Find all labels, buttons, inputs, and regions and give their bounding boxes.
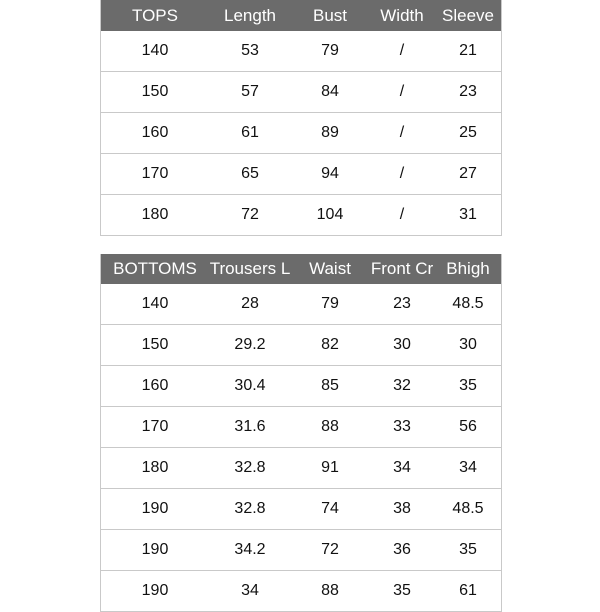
table-cell: 91 (321, 459, 339, 476)
table-cell: 160 (141, 124, 169, 141)
table-cell: 160 (141, 377, 169, 394)
table-cell: 25 (459, 124, 477, 141)
table-cell: 32.8 (234, 500, 266, 517)
tops-header-sleeve: Sleeve (442, 5, 494, 25)
table-cell: 84 (321, 83, 339, 100)
table-cell: 180 (141, 459, 169, 476)
table-cell: 57 (241, 83, 259, 100)
table-row (101, 407, 501, 448)
table-cell: 31 (459, 206, 477, 223)
table-cell: 79 (321, 42, 339, 59)
table-cell: 72 (241, 206, 259, 223)
table-cell: 53 (241, 42, 259, 59)
table-cell: 85 (321, 377, 339, 394)
table-row (101, 366, 501, 407)
table-cell: 30.4 (234, 377, 266, 394)
tops-header-row (101, 0, 501, 31)
table-row (101, 72, 501, 113)
table-cell: 150 (141, 336, 169, 353)
table-cell: 94 (321, 165, 339, 182)
table-cell: 23 (393, 295, 411, 312)
table-cell: 104 (316, 206, 344, 223)
table-cell: / (399, 165, 405, 182)
bottoms-header-waist: Waist (309, 259, 351, 278)
table-cell: 150 (141, 83, 169, 100)
table-cell: 35 (459, 377, 477, 394)
table-cell: 61 (241, 124, 259, 141)
table-cell: 30 (459, 336, 477, 353)
table-cell: / (399, 124, 405, 141)
tops-header-length: Length (224, 5, 276, 25)
table-cell: 79 (321, 295, 339, 312)
table-cell: 190 (141, 582, 169, 599)
table-cell: 89 (321, 124, 339, 141)
table-cell: 48.5 (452, 295, 484, 312)
table-cell: 74 (321, 500, 339, 517)
table-row (101, 571, 501, 612)
table-cell: / (399, 83, 405, 100)
table-cell: 32 (393, 377, 411, 394)
table-cell: 35 (459, 541, 477, 558)
table-cell: 82 (321, 336, 339, 353)
table-cell: 190 (141, 500, 169, 517)
table-row (101, 154, 501, 195)
table-cell: 33 (393, 418, 411, 435)
table-cell: 36 (393, 541, 411, 558)
tops-size-table (100, 0, 502, 236)
table-cell: 34 (241, 582, 259, 599)
table-row (101, 195, 501, 236)
table-cell: 34 (459, 459, 477, 476)
tops-header-size: TOPS (132, 5, 178, 25)
bottoms-header-size: BOTTOMS (113, 259, 197, 278)
bottoms-header-front-crotch: Front Cr (370, 259, 434, 278)
table-cell: 38 (393, 500, 411, 517)
table-cell: 140 (141, 295, 169, 312)
table-cell: 65 (241, 165, 259, 182)
table-cell: 180 (141, 206, 169, 223)
table-cell: / (399, 42, 405, 59)
tops-header-width: Width (380, 5, 424, 25)
table-cell: 88 (321, 582, 339, 599)
table-cell: 140 (141, 42, 169, 59)
bottoms-header-row (101, 254, 501, 284)
table-row (101, 284, 501, 325)
table-cell: 32.8 (234, 459, 266, 476)
table-cell: 34.2 (234, 541, 266, 558)
table-row (101, 530, 501, 571)
table-cell: 28 (241, 295, 259, 312)
bottoms-header-trousers-length: Trousers L (209, 259, 291, 278)
table-row (101, 448, 501, 489)
table-cell: 56 (459, 418, 477, 435)
table-cell: 190 (141, 541, 169, 558)
table-cell: 35 (393, 582, 411, 599)
bottoms-size-table (100, 254, 502, 612)
table-cell: 48.5 (452, 500, 484, 517)
tops-header-bust: Bust (312, 5, 348, 25)
table-cell: 170 (141, 418, 169, 435)
table-cell: 30 (393, 336, 411, 353)
table-row (101, 325, 501, 366)
table-cell: 88 (321, 418, 339, 435)
table-cell: 72 (321, 541, 339, 558)
table-row (101, 113, 501, 154)
table-cell: 21 (459, 42, 477, 59)
table-cell: 31.6 (234, 418, 266, 435)
table-cell: 27 (459, 165, 477, 182)
table-cell: 61 (459, 582, 477, 599)
table-row (101, 31, 501, 72)
table-cell: 170 (141, 165, 169, 182)
bottoms-header-thigh: Bhigh (446, 259, 490, 278)
table-row (101, 489, 501, 530)
table-cell: 23 (459, 83, 477, 100)
table-cell: 34 (393, 459, 411, 476)
table-cell: 29.2 (234, 336, 266, 353)
table-cell: / (399, 206, 405, 223)
